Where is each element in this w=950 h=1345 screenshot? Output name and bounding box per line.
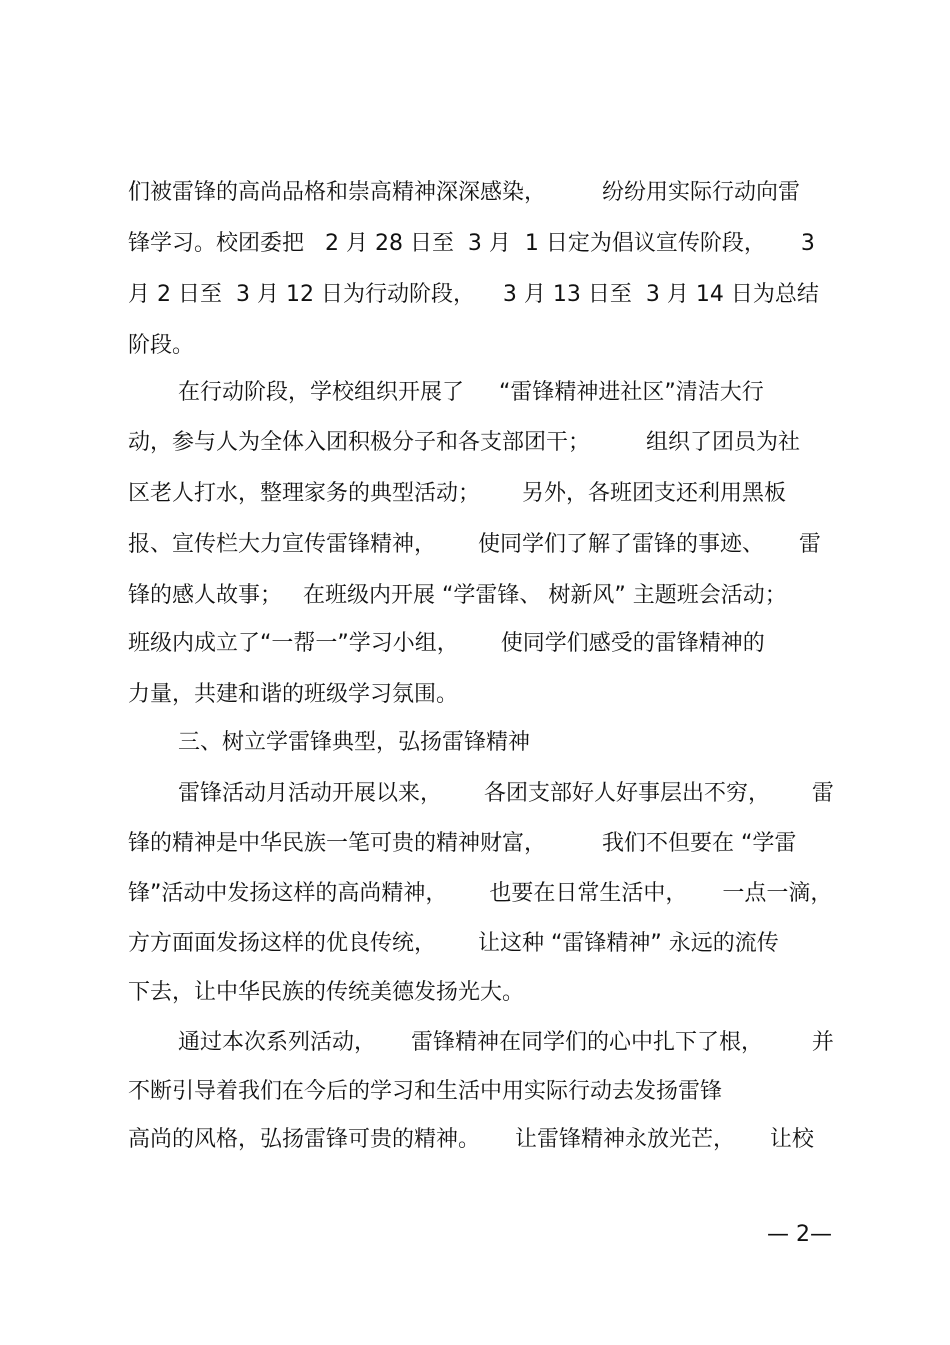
text-line: 不断引导着我们在今后的学习和生活中用实际行动去发扬雷锋 bbox=[128, 1079, 723, 1104]
text-line: 在行动阶段，学校组织开展了 “雷锋精神进社区”清洁大行 bbox=[178, 380, 764, 405]
text-line: 区老人打水，整理家务的典型活动； 另外，各班团支还利用黑板 bbox=[128, 481, 786, 506]
text-line: 阶段。 bbox=[128, 333, 195, 358]
text-line: 锋学习。校团委把 2 月 28 日至 3 月 1 日定为倡议宣传阶段， 3 bbox=[128, 231, 815, 256]
section-heading: 三、树立学雷锋典型，弘扬雷锋精神 bbox=[178, 730, 531, 755]
text-line: 报、宣传栏大力宣传雷锋精神， 使同学们了解了雷锋的事迹、 雷 bbox=[128, 532, 821, 557]
text-line: 班级内成立了“一帮一”学习小组， 使同学们感受的雷锋精神的 bbox=[128, 631, 765, 656]
text-line: 锋的感人故事； 在班级内开展 “学雷锋、 树新风” 主题班会活动； bbox=[128, 583, 787, 608]
text-line: 锋的精神是中华民族一笔可贵的精神财富， 我们不但要在 “学雷 bbox=[128, 831, 797, 856]
text-line: 高尚的风格，弘扬雷锋可贵的精神。 让雷锋精神永放光芒， 让校 bbox=[128, 1127, 814, 1152]
text-line: 动，参与人为全体入团积极分子和各支部团干； 组织了团员为社 bbox=[128, 430, 800, 455]
text-line: 下去，让中华民族的传统美德发扬光大。 bbox=[128, 980, 525, 1005]
text-line: 月 2 日至 3 月 12 日为行动阶段， 3 月 13 日至 3 月 14 日为总结 bbox=[128, 282, 819, 307]
text-line: 雷锋活动月活动开展以来， 各团支部好人好事层出不穷， 雷 bbox=[178, 781, 834, 806]
text-line: 们被雷锋的高尚品格和崇高精神深深感染， 纷纷用实际行动向雷 bbox=[128, 180, 800, 205]
text-line: 力量，共建和谐的班级学习氛围。 bbox=[128, 682, 459, 707]
text-line: 方方面面发扬这样的优良传统， 让这种 “雷锋精神” 永远的流传 bbox=[128, 931, 779, 956]
text-line: 通过本次系列活动， 雷锋精神在同学们的心中扎下了根， 并 bbox=[178, 1030, 834, 1055]
text-line: 锋”活动中发扬这样的高尚精神， 也要在日常生活中， 一点一滴， bbox=[128, 881, 833, 906]
page-number: — 2— bbox=[767, 1222, 832, 1247]
